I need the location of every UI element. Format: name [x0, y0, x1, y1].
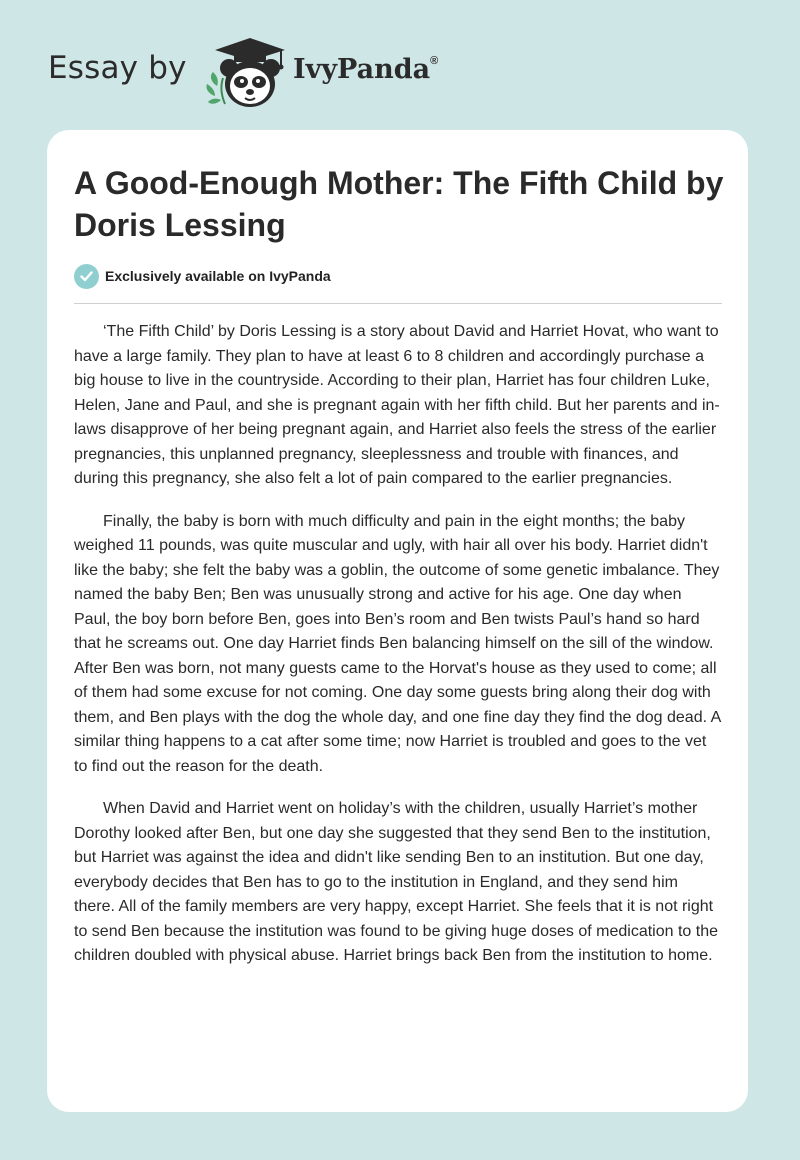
paragraph: ‘The Fifth Child’ by Doris Lessing is a story about David and Harriet Hovat, who want to have a large family. They plan to have at least 6 to 8 children and accordingly purchase a big house to live in the countryside. According to their plan, Harriet has four children Luke, Helen, Jane and Paul, and she is pregnant again with her fifth child. But her parents and in-laws disapprove of her being pregnant again, and Harriet also feels the stress of the earlier pregnancies, this unplanned pregnancy, sleeplessness and trouble with finances, and during this pregnancy, she also felt a lot of pain compared to the earlier pregnancies.	[74, 323, 720, 487]
divider	[74, 303, 722, 304]
check-circle-icon	[74, 264, 99, 289]
registered-mark: ®	[430, 55, 439, 67]
panda-graduate-logo-icon	[201, 34, 293, 110]
badge-label: Exclusively available on IvyPanda	[105, 268, 331, 284]
brand-text: IvyPanda	[293, 54, 431, 85]
paragraph: Finally, the baby is born with much difficulty and pain in the eight months; the baby weighed 11 pounds, was quite muscular and ugly, with hair all over his body. Harriet didn't like the baby; she felt the baby was a goblin, the outcome of some genetic imbalance. They named the baby Ben; Ben was unusually strong and active for his age. One day when Paul, the boy born before Ben, goes into Ben’s room and Ben twists Paul’s hand so hard that he screams out. One day Harriet finds Ben balancing himself on the sill of the window. After Ben was born, not many guests came to the Horvat's house as they used to come; all of them had some excuse for not coming. One day some guests bring along their dog with them, and Ben plays with the dog the whole day, and one fine day they find the dog dead. A similar thing happens to a cat after some time; now Harriet is troubled and goes to the vet to find out the reason for the death.	[74, 512, 721, 775]
essay-body	[74, 320, 722, 987]
brand-name	[293, 54, 438, 85]
availability-badge	[74, 263, 331, 289]
essay-card	[47, 130, 748, 1112]
page-title: A Good-Enough Mother: The Fifth Child by Doris Lessing	[74, 165, 724, 243]
site-header	[48, 34, 748, 114]
paragraph: When David and Harriet went on holiday’s with the children, usually Harriet’s mother Dorothy looked after Ben, but one day she suggested that they send Ben to the institution, but Harriet was against the idea and didn't like sending Ben to an institution. But one day, everybody decides that Ben has to go to the institution in England, and they send him there. All of the family members are very happy, except Harriet. She feels that it is not right to send Ben because the institution was found to be giving huge doses of medication to the children doubled with physical abuse. Harriet brings back Ben from the institution to home.	[74, 800, 718, 964]
essay-by-label: Essay by	[48, 50, 187, 86]
